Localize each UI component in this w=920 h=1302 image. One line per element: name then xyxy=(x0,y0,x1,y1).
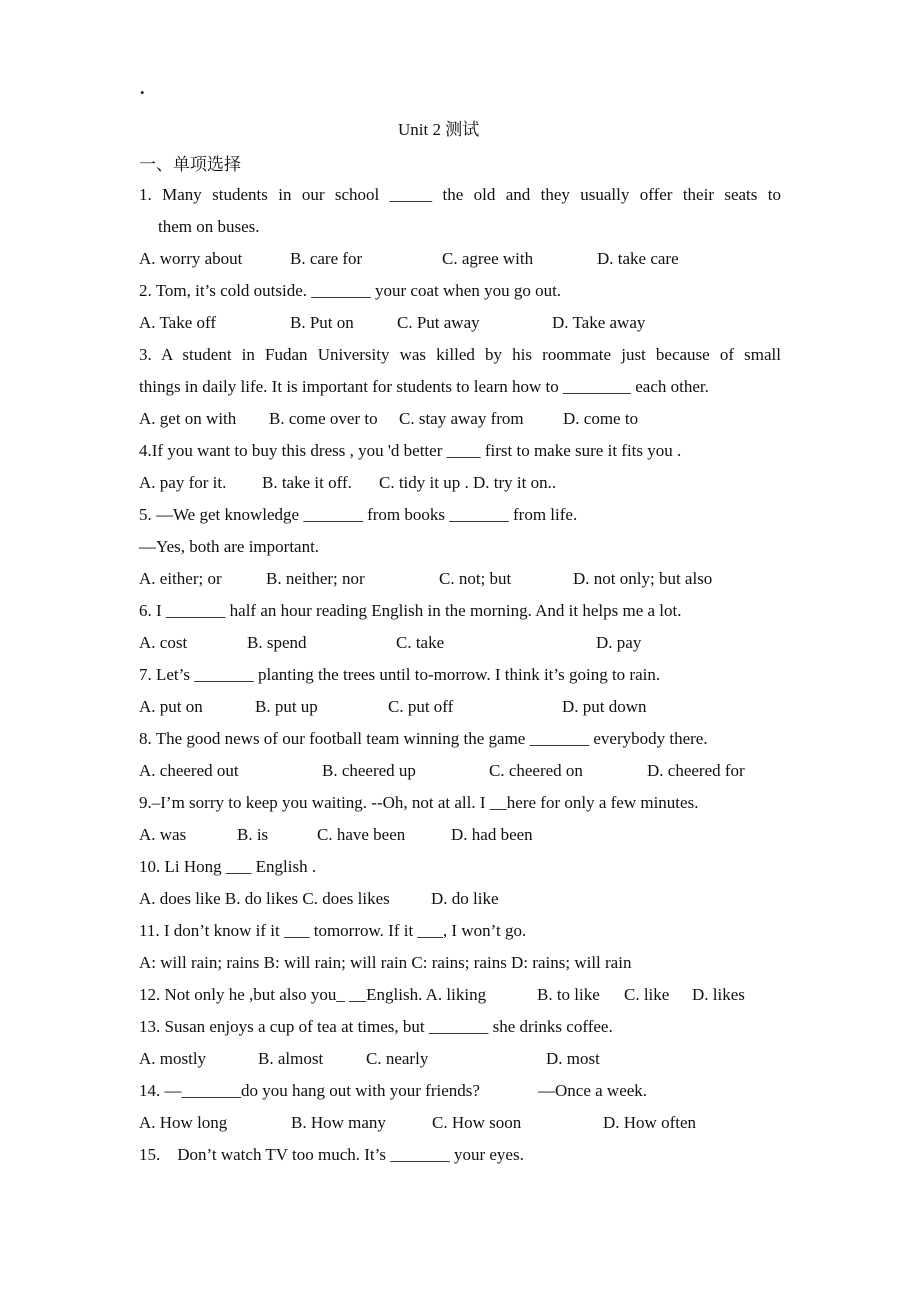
question-14-text: 14. —_______do you hang out with your friends? xyxy=(139,1081,480,1100)
question-9-option-c: C. have been xyxy=(317,825,406,844)
question-2-option-c: C. Put away xyxy=(397,313,480,332)
question-13-option-b: B. almost xyxy=(258,1049,324,1068)
question-13-text: 13. Susan enjoys a cup of tea at times, but _______ she drinks coffee. xyxy=(139,1017,613,1036)
question-3-text-cont: things in daily life. It is important for students to learn how to ________ each other. xyxy=(139,377,709,396)
question-5-option-a: A. either; or xyxy=(139,569,222,588)
question-12-text: 12. Not only he ,but also you_ __English. A. liking xyxy=(139,985,487,1004)
question-7-text: 7. Let’s _______ planting the trees until to-morrow. I think it’s going to rain. xyxy=(139,665,661,684)
question-6-option-b: B. spend xyxy=(247,633,307,652)
question-15-text: 15. Don’t watch TV too much. It’s _______ your eyes. xyxy=(139,1145,524,1164)
question-4-option-cd: C. tidy it up . D. try it on.. xyxy=(379,473,557,492)
question-9-option-b: B. is xyxy=(237,825,269,844)
question-2-option-b: B. Put on xyxy=(290,313,354,332)
question-2-text: 2. Tom, it’s cold outside. _______ your coat when you go out. xyxy=(139,281,562,300)
question-4-option-a: A. pay for it. xyxy=(139,473,227,492)
question-3-option-d: D. come to xyxy=(563,409,639,428)
question-5-text: 5. —We get knowledge _______ from books _______ from life. xyxy=(139,505,578,524)
question-10-option-abc: A. does like B. do likes C. does likes xyxy=(139,889,390,908)
question-12-option-b: B. to like xyxy=(537,985,600,1004)
section-heading: 一、单项选择 xyxy=(139,155,241,174)
question-14-option-b: B. How many xyxy=(291,1113,386,1132)
question-5-text-cont: —Yes, both are important. xyxy=(139,537,320,556)
question-8-option-d: D. cheered for xyxy=(647,761,745,780)
question-2-option-d: D. Take away xyxy=(552,313,646,332)
question-6-option-a: A. cost xyxy=(139,633,188,652)
page-mark: . xyxy=(140,78,145,98)
question-12-option-d: D. likes xyxy=(692,985,745,1004)
question-1-option-c: C. agree with xyxy=(442,249,534,268)
question-14-answer: —Once a week. xyxy=(538,1081,648,1100)
question-4-text: 4.If you want to buy this dress , you 'd better ____ first to make sure it fits you . xyxy=(139,441,682,460)
question-5-option-b: B. neither; nor xyxy=(266,569,365,588)
question-8-option-c: C. cheered on xyxy=(489,761,583,780)
question-3-option-c: C. stay away from xyxy=(399,409,524,428)
question-6-text: 6. I _______ half an hour reading English in the morning. And it helps me a lot. xyxy=(139,601,682,620)
question-13-option-a: A. mostly xyxy=(139,1049,207,1068)
question-7-option-a: A. put on xyxy=(139,697,203,716)
question-4-option-b: B. take it off. xyxy=(262,473,352,492)
question-13-option-d: D. most xyxy=(546,1049,600,1068)
question-11-options: A: will rain; rains B: will rain; will rain C: rains; rains D: rains; will rain xyxy=(139,953,632,972)
question-10-text: 10. Li Hong ___ English . xyxy=(139,857,317,876)
question-8-text: 8. The good news of our football team winning the game _______ everybody there. xyxy=(139,729,708,748)
question-14-option-a: A. How long xyxy=(139,1113,228,1132)
question-3-text: 3. A student in Fudan University was killed by his roommate just because of small xyxy=(139,345,781,364)
question-9-option-d: D. had been xyxy=(451,825,533,844)
question-9-text: 9.–I’m sorry to keep you waiting. --Oh, not at all. I __here for only a few minutes. xyxy=(139,793,699,812)
question-11-text: 11. I don’t know if it ___ tomorrow. If it ___, I won’t go. xyxy=(139,921,527,940)
question-6-option-c: C. take xyxy=(396,633,445,652)
question-8-option-b: B. cheered up xyxy=(322,761,416,780)
question-1-text: 1. Many students in our school _____ the old and they usually offer their seats to xyxy=(139,185,781,204)
question-14-option-c: C. How soon xyxy=(432,1113,522,1132)
question-1-text-cont: them on buses. xyxy=(158,217,260,236)
question-1-option-a: A. worry about xyxy=(139,249,243,268)
question-10-option-d: D. do like xyxy=(431,889,499,908)
question-9-option-a: A. was xyxy=(139,825,187,844)
question-6-option-d: D. pay xyxy=(596,633,642,652)
question-14-option-d: D. How often xyxy=(603,1113,697,1132)
page-title: Unit 2 测试 xyxy=(398,120,480,139)
question-7-option-c: C. put off xyxy=(388,697,454,716)
question-3-option-a: A. get on with xyxy=(139,409,237,428)
question-1-option-d: D. take care xyxy=(597,249,679,268)
question-3-option-b: B. come over to xyxy=(269,409,378,428)
question-13-option-c: C. nearly xyxy=(366,1049,429,1068)
question-7-option-b: B. put up xyxy=(255,697,318,716)
question-5-option-d: D. not only; but also xyxy=(573,569,713,588)
question-8-option-a: A. cheered out xyxy=(139,761,239,780)
question-12-option-c: C. like xyxy=(624,985,670,1004)
question-2-option-a: A. Take off xyxy=(139,313,217,332)
question-7-option-d: D. put down xyxy=(562,697,647,716)
question-5-option-c: C. not; but xyxy=(439,569,512,588)
question-1-option-b: B. care for xyxy=(290,249,363,268)
